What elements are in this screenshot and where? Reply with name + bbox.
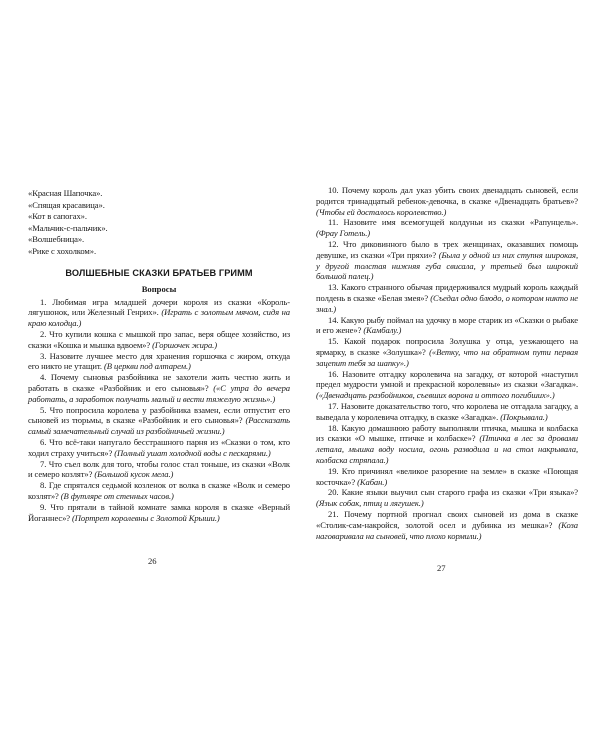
answer-text: (Играть с золотым мячом, сидя на краю колодца.) bbox=[28, 307, 290, 329]
question-text: 2. Что купили кошка с мышкой про запас, веря общее хозяйство, из сказки «Кошка и мышка вдвоем»? bbox=[28, 328, 290, 350]
question-item bbox=[28, 351, 290, 373]
question-text: 16. Назовите отгадку королевича на загадку, от которой «наступил предел мудрости умной и прекрасной королевны» из сказки «Загадка». bbox=[316, 368, 578, 390]
question-text: 6. Что всё-таки напугало бесстрашного парня из «Сказки о том, кто ходил страху учиться»? bbox=[28, 436, 290, 458]
question-item bbox=[316, 217, 578, 239]
question-item bbox=[316, 423, 578, 466]
questions-subheading: Вопросы bbox=[141, 283, 177, 294]
question-item bbox=[316, 239, 578, 282]
question-item bbox=[28, 459, 290, 481]
tale-title: «Кот в сапогах». bbox=[28, 211, 87, 222]
question-text: 15. Какой подарок попросила Золушка у отца, уезжающего на ярмарку, в сказке «Золушка»? bbox=[316, 336, 578, 357]
question-text: 9. Что прятали в тайной комнате замка короля в сказке «Верный Йоганнес»? bbox=[28, 501, 290, 523]
answer-text: (Съедал одно блюдо, о котором никто не знал.) bbox=[316, 292, 578, 314]
answer-text: (Камбалу.) bbox=[363, 325, 402, 336]
question-text: 17. Назовите доказательство того, что королева не отгадала загадку, а выведала у королевича отгадку, в сказке «Загадка». bbox=[316, 400, 578, 422]
question-item bbox=[316, 369, 578, 401]
question-item bbox=[316, 282, 578, 314]
answer-text: (Была у одной из них ступня широкая, у другой толстая нижняя губа свисала, у третьей был широкий большой палец.) bbox=[316, 249, 578, 282]
question-item bbox=[316, 185, 578, 217]
answer-text: («Двенадцать разбойников, съевших ворона и оттого погибших».) bbox=[316, 390, 555, 401]
question-text: 13. Какого странного обычая придерживался мудрый король каждый полдень в сказке «Белая змея»? bbox=[316, 282, 578, 303]
answer-text: (Рассказать самый замечательный случай из разбойничьей жизни.) bbox=[28, 415, 290, 437]
answer-text: (Коза наговаривала на сыновей, что плохо кормили.) bbox=[316, 519, 578, 541]
question-item bbox=[28, 329, 290, 351]
question-item bbox=[28, 372, 290, 404]
question-text: 4. Почему сыновья разбойника не захотели жить честно жить и работать в сказке «Разбойник и его сыновья»? bbox=[28, 372, 290, 393]
question-text: 5. Что попросила королева у разбойника взамен, если отпустит его сыновей из тюрьмы, в сказке «Разбойник и его сыновья»? bbox=[28, 404, 290, 426]
right-page-content bbox=[316, 185, 578, 541]
question-text: 12. Что диковинного было в трех женщинах, оказавших помощь девушке, из сказки «Три пряхи»? bbox=[316, 238, 578, 260]
question-item bbox=[316, 509, 578, 541]
question-text: 18. Какую домашнюю работу выполняли птичка, мышка и колбаска из сказки «О мышке, птичке и колбаске»? bbox=[316, 422, 578, 444]
tale-title: «Волшебница». bbox=[28, 234, 85, 245]
answer-text: (Портрет королевны с Золотой Крыши.) bbox=[72, 512, 220, 523]
question-text: 8. Где спрятался седьмой козленок от волка в сказке «Волк и семеро козлят»? bbox=[28, 480, 290, 501]
question-text: 21. Почему портной прогнал своих сыновей из дома в сказке «Столик-сам-накройся, золотой осел и дубинка из мешка»? bbox=[316, 508, 578, 530]
answer-text: (Полный ушат холодной воды с пескарями.) bbox=[114, 447, 271, 458]
answer-text: (В церкви под алтарем.) bbox=[103, 361, 191, 372]
fairy-tale-titles-list bbox=[28, 188, 290, 258]
tale-title: «Рике с хохолком». bbox=[28, 245, 97, 256]
answer-text: (Фрау Готель.) bbox=[316, 228, 371, 239]
question-text: 7. Что съел волк для того, чтобы голос стал тоньше, из сказки «Волк и семеро козлят»? bbox=[28, 458, 290, 480]
question-item bbox=[28, 480, 290, 502]
answer-text: (Покрывала.) bbox=[500, 411, 548, 422]
question-text: 3. Назовите лучшее место для хранения горшочка с жиром, откуда его никто не утащит. bbox=[28, 350, 290, 372]
question-item bbox=[28, 405, 290, 437]
answer-text: (Большой кусок мела.) bbox=[94, 469, 174, 480]
answer-text: (Птичка в лес за дровами летала, мышка воду носила, огонь разводила и на стол накрывала, колбаска стряпала.) bbox=[316, 433, 578, 465]
question-text: 11. Назовите имя всемогущей колдуньи из сказки «Рапунцель». bbox=[328, 217, 578, 228]
question-item bbox=[316, 336, 578, 368]
answer-text: (Кабан.) bbox=[357, 476, 388, 487]
question-item bbox=[28, 437, 290, 459]
question-text: 14. Какую рыбу поймал на удочку в море старик из «Сказки о рыбаке и его жене»? bbox=[316, 314, 578, 336]
answer-text: («С утра до вечера работать, а заработок получать малый и вести тяжелую жизнь».) bbox=[28, 382, 290, 404]
answer-text: («Ветку, что на обратном пути первая зацепит тебя за шапку».) bbox=[316, 346, 578, 368]
left-page-content bbox=[28, 188, 290, 523]
question-text: 10. Почему король дал указ убить своих двенадцать сыновей, если родится тринадцатый ребенок-девочка, в сказке «Двенадцать братьев»? bbox=[316, 185, 578, 206]
question-item bbox=[316, 466, 578, 488]
page-number: 26 bbox=[148, 556, 157, 566]
answer-text: (Чтобы ей досталось королевство.) bbox=[316, 206, 447, 217]
section-title: ВОЛШЕБНЫЕ СКАЗКИ БРАТЬЕВ ГРИММ bbox=[65, 267, 253, 278]
question-text: 20. Какие языки выучил сын старого графа из сказки «Три языка»? bbox=[328, 487, 578, 498]
tale-title: «Красная Шапочка». bbox=[28, 188, 103, 198]
answer-text: (В футляре от стенных часов.) bbox=[60, 490, 174, 501]
question-text: 19. Кто причинял «великое разорение на земле» в сказке «Поющая косточка»? bbox=[316, 465, 578, 487]
tale-title: «Мальчик-с-пальчик». bbox=[28, 222, 108, 233]
tale-title: «Спящая красавица». bbox=[28, 199, 105, 210]
question-item bbox=[28, 297, 290, 329]
page-number: 27 bbox=[437, 563, 446, 573]
question-text: 1. Любимая игра младшей дочери короля из сказки «Король-лягушонок, или Железный Генрих». bbox=[28, 296, 290, 318]
question-item bbox=[316, 315, 578, 337]
question-item bbox=[28, 502, 290, 524]
question-item bbox=[316, 487, 578, 509]
answer-text: (Язык собак, птиц и лягушек.) bbox=[316, 498, 424, 509]
answer-text: (Горшочек жира.) bbox=[152, 339, 217, 350]
question-item bbox=[316, 401, 578, 423]
